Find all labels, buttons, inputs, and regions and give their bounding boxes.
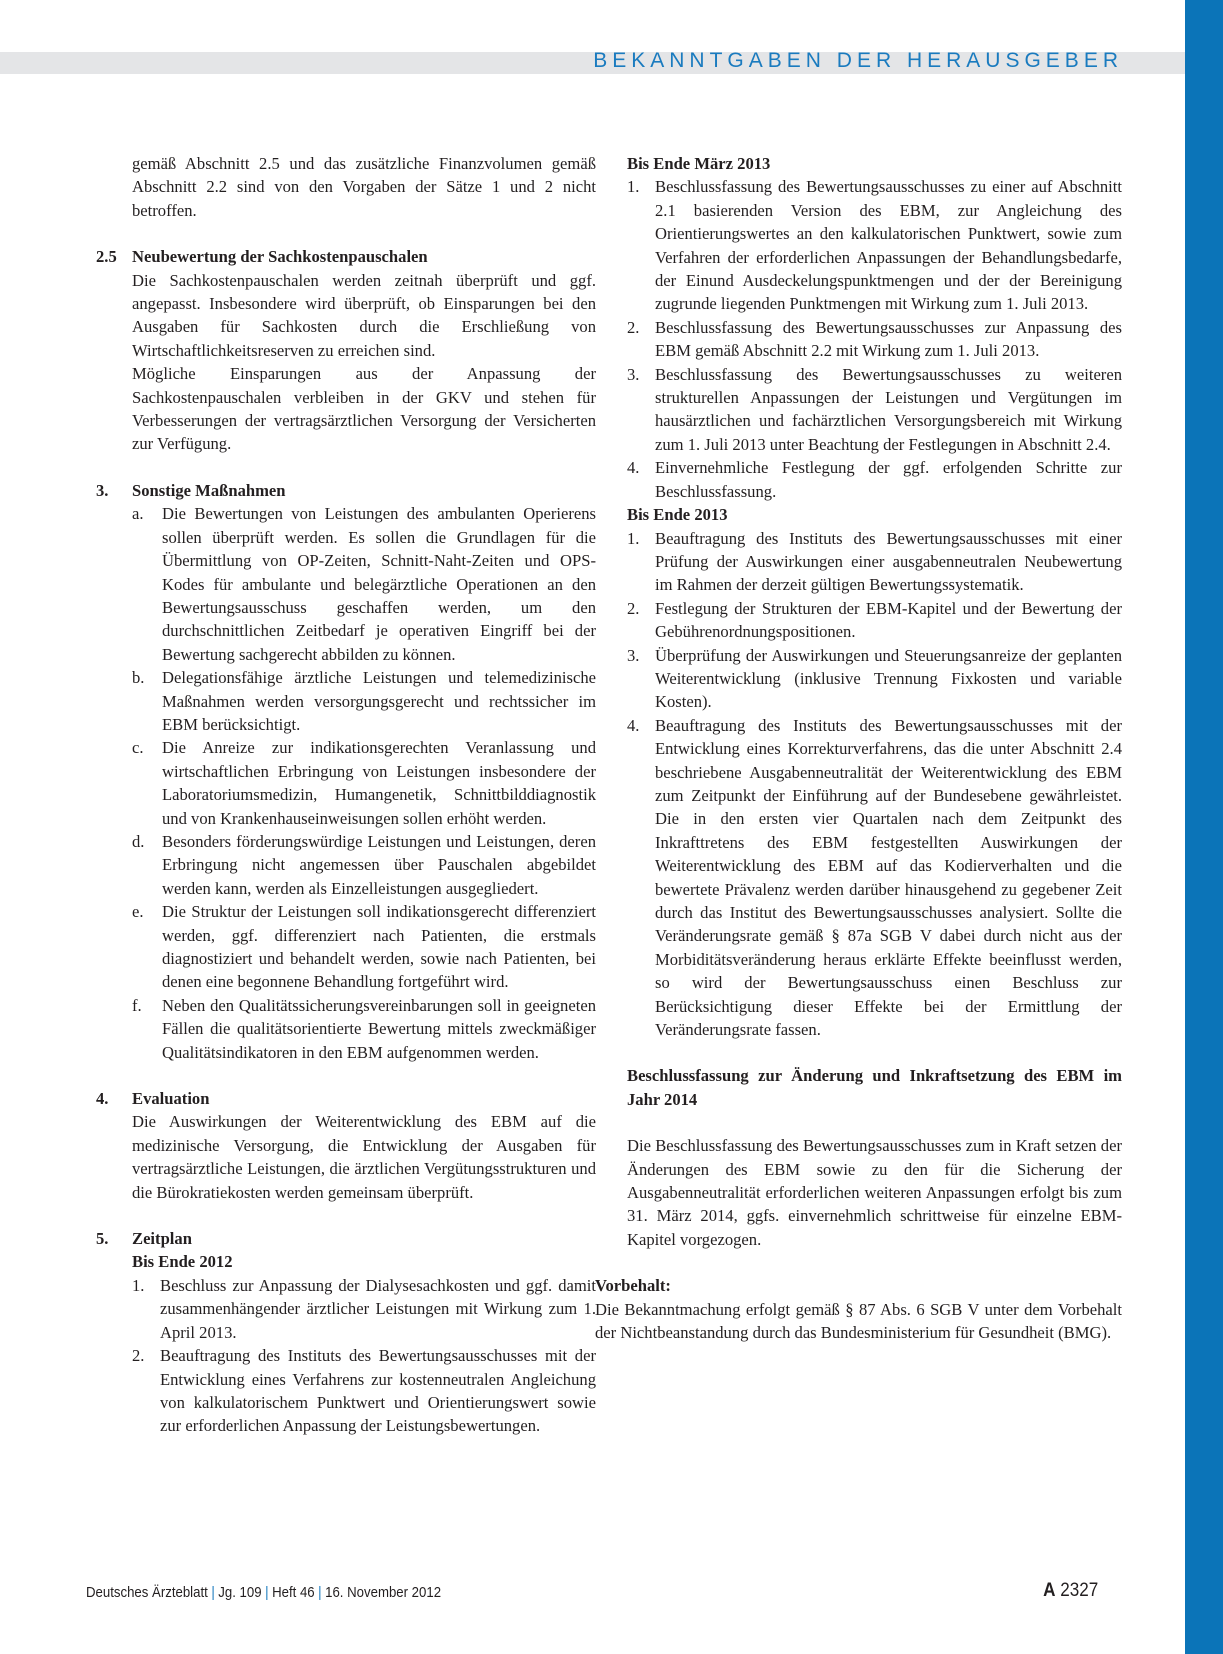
section-2-5 xyxy=(96,245,596,456)
list-item xyxy=(132,666,596,736)
schedule-end-2013 xyxy=(627,503,1122,1041)
list-item-text: Neben den Qualitätssicherungsvereinbarungen soll in geeigneten Fällen die qualitätsorientierte Bewertung mittels zweckmäßiger Qualitätsindikatoren in den EBM aufgenommen werden. xyxy=(162,995,596,1062)
divider: | xyxy=(265,1584,269,1601)
list-item xyxy=(627,597,1122,644)
list-item-text: Einvernehmliche Festlegung der ggf. erfolgenden Schritte zur Beschlussfassung. xyxy=(655,458,1122,501)
list-item xyxy=(627,175,1122,315)
paragraph: Mögliche Einsparungen aus der Anpassung der Sachkostenpauschalen verbleiben in der GKV und stehen für Verbesserungen der vertragsärztlichen Versorgung der Versicherten zur Verfügung. xyxy=(132,364,596,454)
list-item xyxy=(627,714,1122,1042)
list-marker: 2. xyxy=(627,317,640,337)
note-title: Vorbehalt: xyxy=(595,1276,671,1296)
note-text: Die Bekanntmachung erfolgt gemäß § 87 Abs. 6 SGB V unter dem Vorbehalt der Nichtbeanstandung durch das Bundesministerium für Gesundheit (BMG). xyxy=(595,1299,1122,1343)
list-marker: 4. xyxy=(627,458,640,478)
list-item-text: Beauftragung des Instituts des Bewertungsausschusses mit der Entwicklung eines Korrekturverfahrens, das die unter Abschnitt 2.4 beschriebene Ausgabenneutralität der Weiterentwicklung des EBM zum Zeitpunkt der Einführung auf der Bundesebene gewährleistet. Die in den ersten vier Quartalen nach dem Zeitpunkt des Inkrafttretens des EBM festgestellten Auswirkungen der Weiterentwicklung des EBM auf das Kodierverhalten und die bewertete Prävalenz werden darüber hinausgehend zu gegebener Zeit durch das Institut des Bewertungsausschusses analysiert. Sollte die Veränderungsrate gemäß § 87a SGB V dabei durch nicht aus der Morbiditätsveränderung heraus erklärte Effekte beeinflusst werden, so wird der Bewertungsausschuss einen Beschluss zur Berücksichtigung dieser Effekte bei der Ermittlung der Veränderungsrate fassen. xyxy=(655,715,1122,1040)
footer-citation xyxy=(86,1584,441,1601)
section-body xyxy=(96,1250,596,1437)
journal-name: Deutsches Ärzteblatt xyxy=(86,1584,208,1601)
list-item-text: Beschlussfassung des Bewertungsausschusses zur Anpassung des EBM gemäß Abschnitt 2.2 mit Wirkung zum 1. Juli 2013. xyxy=(655,317,1122,361)
section-header-title: BEKANNTGABEN DER HERAUSGEBER xyxy=(593,49,1123,72)
list-item-text: Beauftragung des Instituts des Bewertungsausschusses mit der Entwicklung eines Verfahrens zur kostenneutralen Angleichung von kalkulatorischem Punktwert und Orientierungswert sowie zur erforderlichen Anpassung der Leistungsbewertungen. xyxy=(160,1346,596,1436)
list-marker: 2. xyxy=(627,598,640,618)
list-item xyxy=(132,830,596,900)
section-heading xyxy=(96,245,596,268)
schedule-2014 xyxy=(627,1064,1122,1251)
list-item xyxy=(132,1274,596,1344)
section-title: Evaluation xyxy=(132,1089,210,1109)
paragraph: Die Beschlussfassung des Bewertungsausschusses zum in Kraft setzen der Änderungen des EBM sowie zu den für die Sicherung der Ausgabenneutralität erforderlichen weiteren Anpassungen erfolgt bis zum 31. März 2014, ggfs. einvernehmlich schrittweise für einzelne EBM-Kapitel vorgezogen. xyxy=(627,1136,1122,1249)
list-item-text: Besonders förderungswürdige Leistungen und Leistungen, deren Erbringung nicht angemessen über Pauschalen abgebildet werden kann, werden als Einzelleistungen ausgegliedert. xyxy=(162,831,596,898)
journal-volume: Jg. 109 xyxy=(218,1584,262,1601)
section-number: 3. xyxy=(96,480,109,500)
list-item xyxy=(132,1344,596,1438)
intro-paragraph: gemäß Abschnitt 2.5 und das zusätzliche Finanzvolumen gemäß Abschnitt 2.2 sind von den Vorgaben der Sätze 1 und 2 nicht betroffen. xyxy=(132,154,596,220)
list-marker: f. xyxy=(132,995,142,1015)
edge-color-bar xyxy=(1185,0,1223,1654)
list-marker: 3. xyxy=(627,364,640,384)
list-item xyxy=(627,456,1122,503)
list-item-text: Delegationsfähige ärztliche Leistungen und telemedizinische Maßnahmen werden versorgungsgerecht und rechtssicher im EBM berücksichtigt. xyxy=(162,668,596,734)
section-number: 2.5 xyxy=(96,247,117,267)
left-column xyxy=(96,152,596,1438)
list-item xyxy=(132,900,596,994)
list-marker: 1. xyxy=(132,1275,145,1295)
list-marker: d. xyxy=(132,831,145,851)
section-title: Sonstige Maßnahmen xyxy=(132,480,286,500)
list-marker: a. xyxy=(132,504,144,524)
section-heading xyxy=(96,1087,596,1110)
section-heading xyxy=(96,479,596,502)
subsection-title: Bis Ende 2012 xyxy=(132,1252,233,1272)
list-item-text: Die Struktur der Leistungen soll indikationsgerecht differenziert werden, ggf. differenziert nach Patienten, die erstmals diagnostiziert und behandelt werden, sowie nach Patienten, bei denen eine begonnene Behandlung fortgeführt wird. xyxy=(162,902,596,992)
journal-issue: Heft 46 xyxy=(272,1584,315,1601)
subsection-title: Bis Ende 2013 xyxy=(627,505,728,525)
divider: | xyxy=(211,1584,215,1601)
issue-date: 16. November 2012 xyxy=(325,1584,442,1601)
list-item xyxy=(132,736,596,830)
page-number xyxy=(1043,1580,1098,1602)
list-item xyxy=(627,316,1122,363)
section-title: Zeitplan xyxy=(132,1229,192,1249)
list-item-text: Beschlussfassung des Bewertungsausschusses zu weiteren strukturellen Anpassungen der Leistungen und Vergütungen im hausärztlichen und fachärztlichen Versorgungsbereich mit Wirkung zum 1. Juli 2013 unter Beachtung der Festlegungen in Abschnitt 2.4. xyxy=(655,364,1122,454)
section-number: 5. xyxy=(96,1229,109,1249)
list-marker: b. xyxy=(132,668,145,688)
section-heading xyxy=(96,1227,596,1250)
list-item-text: Festlegung der Strukturen der EBM-Kapitel und der Bewertung der Gebührenordnungspositionen. xyxy=(655,598,1122,642)
list-item xyxy=(132,502,596,666)
lettered-list xyxy=(96,502,596,1064)
subsection-title: Bis Ende März 2013 xyxy=(627,154,771,173)
list-item-text: Beauftragung des Instituts des Bewertungsausschusses mit einer Prüfung der Auswirkungen einer ausgabenneutralen Neubewertung im Rahmen der derzeit gültigen Bewertungssystematik. xyxy=(655,528,1122,595)
page-value: 2327 xyxy=(1059,1580,1098,1601)
section-number: 4. xyxy=(96,1089,109,1109)
divider: | xyxy=(318,1584,322,1601)
list-marker: 2. xyxy=(132,1346,145,1366)
list-marker: 3. xyxy=(627,645,640,665)
list-marker: 1. xyxy=(627,528,640,548)
list-marker: c. xyxy=(132,738,144,758)
list-item xyxy=(132,994,596,1064)
list-marker: 4. xyxy=(627,715,640,735)
list-marker: 1. xyxy=(627,177,640,197)
reservation-note xyxy=(595,1274,1122,1344)
list-item xyxy=(627,644,1122,714)
list-item-text: Die Anreize zur indikationsgerechten Veranlassung und wirtschaftlichen Erbringung von Leistungen insbesondere der Laboratoriumsmedizin, Humangenetik, Schnittbilddiagnostik und von Krankenhauseinweisungen sollen erhöht werden. xyxy=(162,738,596,828)
list-marker: e. xyxy=(132,902,144,922)
section-5 xyxy=(96,1227,596,1438)
list-item-text: Beschlussfassung des Bewertungsausschusses zu einer auf Abschnitt 2.1 basierenden Version des EBM, zur Angleichung des Orientierungswertes an den kalkulatorischen Punktwert, sowie zum Verfahren der erforderlichen Anpassungen der Behandlungsbedarfe, der Einund Ausdeckelungspunktmengen und der der Bereinigung zugrunde liegenden Punktmengen mit Wirkung zum 1. Juli 2013. xyxy=(655,177,1122,314)
section-title: Neubewertung der Sachkostenpauschalen xyxy=(132,247,428,267)
section-3 xyxy=(96,479,596,1064)
subsection-title: Beschlussfassung zur Änderung und Inkraftsetzung des EBM im Jahr 2014 xyxy=(627,1066,1122,1109)
list-item-text: Die Bewertungen von Leistungen des ambulanten Operierens sollen überprüft werden. Es sollen die Grundlagen für die Übermittlung von OP-Zeiten, Schnitt-Naht-Zeiten und OPS-Kodes für ambulante und belegärztliche Operationen an den Bewertungsausschuss geschaffen werden, um den durchschnittlichen Zeitbedarf je operativen Eingriff bei der Bewertung sachgerecht abbilden zu können. xyxy=(162,504,596,664)
page-prefix: A xyxy=(1042,1580,1056,1601)
list-item xyxy=(627,527,1122,597)
list-item xyxy=(627,363,1122,457)
list-item-text: Beschluss zur Anpassung der Dialysesachkosten und ggf. damit zusammenhängender ärztlicher Leistungen mit Wirkung zum 1. April 2013. xyxy=(160,1275,596,1342)
paragraph: Die Auswirkungen der Weiterentwicklung des EBM auf die medizinische Versorgung, die Entwicklung der Ausgaben für vertragsärztliche Leistungen, die ärztlichen Vergütungsstrukturen und die Bürokratiekosten werden gemeinsam überprüft. xyxy=(132,1112,596,1202)
schedule-march-2013 xyxy=(627,152,1122,503)
paragraph: Die Sachkostenpauschalen werden zeitnah überprüft und ggf. angepasst. Insbesondere wird überprüft, ob Einsparungen bei den Ausgaben für Sachkosten durch die Erschließung von Wirtschaftlichkeitsreserven zu erreichen sind. xyxy=(132,270,596,360)
list-item-text: Überprüfung der Auswirkungen und Steuerungsanreize der geplanten Weiterentwicklung (inklusive Trennung Fixkosten und variable Kosten). xyxy=(655,645,1122,712)
section-4 xyxy=(96,1087,596,1204)
right-column xyxy=(595,152,1122,1345)
